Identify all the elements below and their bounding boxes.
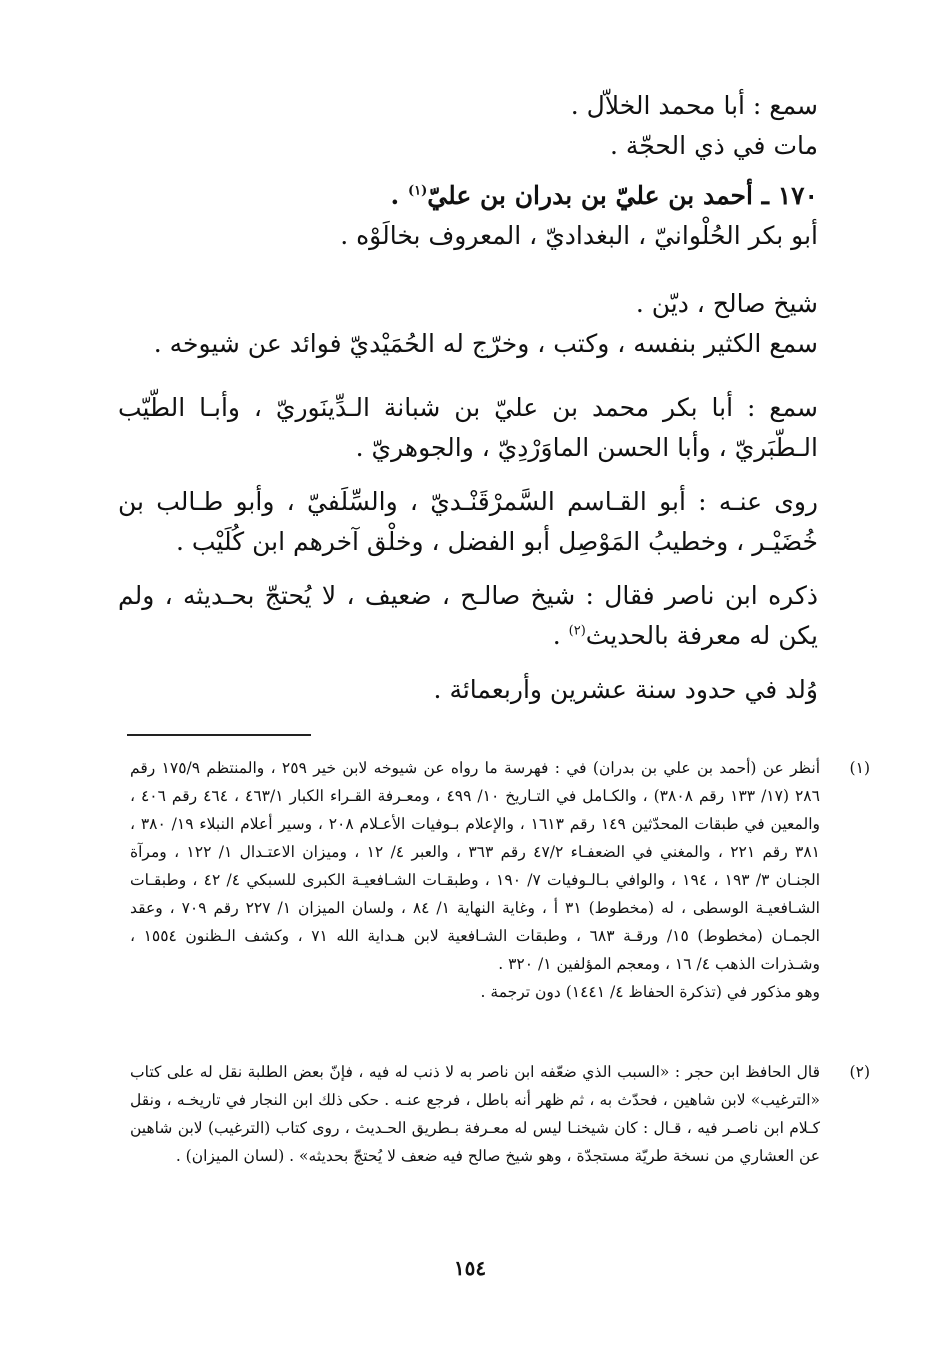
teachers-block [118, 388, 818, 468]
assessment-period: . [552, 621, 569, 650]
paragraph-teachers: سمع : أبا بكر محمد بن عليّ بن شبانة الـدِّينَوريّ ، وأبـا الطّيّب الـطّبَريّ ، وأبا الحسن الماوَرْدِيّ ، والجوهريّ . [118, 393, 818, 462]
line-description: شيخ صالح ، ديّن . [635, 289, 818, 318]
description-block [118, 284, 818, 364]
entry-number: ١٧٠ ـ [761, 181, 818, 210]
footnote-1 [130, 754, 870, 1006]
line-heard-much: سمع الكثير بنفسه ، وكتب ، وخرّج له الحُمَيْديّ فوائد عن شيوخه . [153, 329, 818, 358]
footnote-number: (١) [849, 759, 870, 777]
line-birth: وُلد في حدود سنة عشرين وأربعمائة . [433, 675, 818, 704]
assessment-block [118, 576, 818, 656]
footnote-ref-1: (١) [407, 183, 428, 199]
paragraph-students: روى عنـه : أبو القـاسم السَّمرْقَنْـديّ ، والسِّلَفيّ ، وأبو طـالب بن خُضَيْـر ، وخطيبُ المَوْصِل أبو الفضل ، وخلْق آخرهم ابن كُلَيْب . [118, 487, 818, 556]
main-text [118, 86, 818, 166]
footnote-number: (٢) [849, 1063, 870, 1081]
paragraph-assessment [118, 576, 818, 656]
footnote-text: قال الحافظ ابن حجر : «السبب الذي ضعّفه ابن ناصر به لا ذنب له فيه ، فإنّ بعض الطلبة نقل له على كتاب «الترغيب» لابن شاهين ، فحدّث به ، ثم ظهر أنه باطل ، فرجع عنـه . حكى ذلك ابن النجار في تاريخـه ، ونقل كـلام ابن ناصـر فيه ، قـال : كان شيخنـا ليس له معـرفة بـطريق الحـديث ، روى كتاب (الترغيب) لابن شاهين عن العشاري من نسخة طريّة مستجدّة ، وهو شيخ صالح فيه ضعف لا يُحتجّ بحديثه» . (لسان الميزان) . [130, 1063, 820, 1165]
footnote-text: أنظر عن (أحمد بن علي بن بدران) في : فهرسة ما رواه عن شيوخه لابن خير ٢٥٩ ، والمنتظم ١٧٥/٩ رقم ٢٨٦ (١٧/ ١٣٣ رقم ٣٨٠٨) ، والكـامل في التـاريخ ١٠/ ٤٩٩ ، ومعـرفة القـراء الكبار ٤٦٣/١ ، ٤٦٤ رقم ٤٠٦ ، والمعين في طبقات المحدّثين ١٤٩ رقم ١٦١٣ ، والإعلام بـوفيات الأعـلام ٢٠٨ ، وسير أعلام النبلاء ١٩/ ٣٨٠ ، ٣٨١ رقم ٢٢١ ، والمغني في الضعفـاء ٤٧/٢ رقم ٣٦٣ ، والعبر ٤/ ١٢ ، وميزان الاعتـدال ١/ ١٢٢ ، ومرآة الجنـان ٣/ ١٩٣ ، ١٩٤ ، والوافي بـالـوفيات ٧/ ١٩٠ ، وطبقـات الشـافعيـة الكبرى للسبكي ٤/ ٤٢ ، وطبقـات الشـافعيـة الوسطى ، له (مخطوط) ٣١ أ ، وغاية النهاية ١/ ٨٤ ، ولسان الميزان ١/ ٢٢٧ رقم ٧٠٩ ، وعقد الجمـان (مخطوط) ١٥/ ورقـة ٦٨٣ ، وطبقات الشـافعية لابن هـداية الله ٧١ ، وكشف الـظنون ١٥٥٤ ، وشـذرات الذهب ٤/ ١٦ ، ومعجم المؤلفين ١/ ٣٢٠ . [130, 759, 821, 973]
footnote-extra: وهو مذكور في (تذكرة الحفاظ ٤/ ١٤٤١) دون ترجمة . [480, 983, 820, 1001]
entry-heading [118, 176, 818, 216]
line-kunya: أبو بكر الحُلْوانيّ ، البغداديّ ، المعروف بخالَوْه . [340, 221, 818, 250]
heading-period: . [390, 181, 408, 210]
entry-block [118, 176, 818, 256]
line-heard-from: سمع : أبا محمد الخلاّل . [570, 91, 818, 120]
page-number: ١٥٤ [453, 1256, 487, 1280]
students-block [118, 482, 818, 562]
footnote-ref-2: (٢) [568, 623, 586, 639]
entry-name: أحمد بن عليّ بن بدران بن عليّ [427, 181, 753, 210]
footnote-2 [130, 1058, 870, 1170]
birth-block [118, 670, 818, 710]
assessment-text: ذكره ابن ناصر فقال : شيخ صالـح ، ضعيف ، لا يُحتجّ بحـديثه ، ولم يكن له معرفة بالحديث [118, 581, 818, 650]
footnote-divider [127, 734, 311, 736]
line-death: مات في ذي الحجّة . [609, 131, 818, 160]
